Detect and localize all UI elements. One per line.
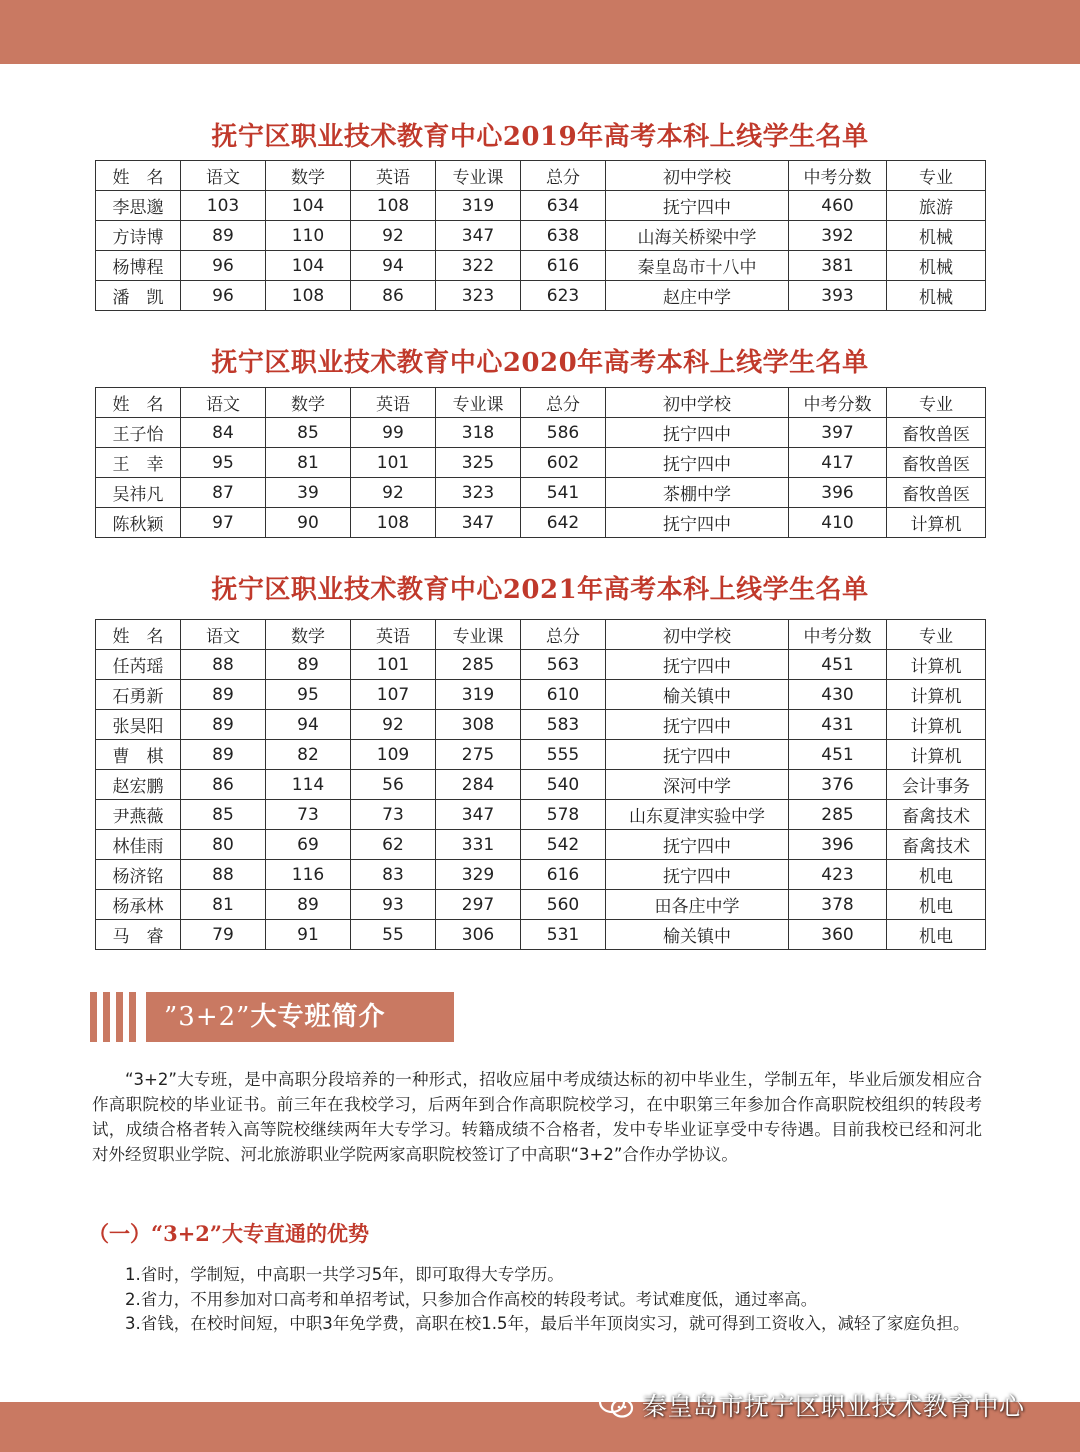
table-cell: 秦皇岛市十八中 (606, 251, 789, 281)
table-cell: 114 (266, 770, 351, 800)
table-cell: 642 (521, 508, 606, 538)
table-row (96, 680, 986, 710)
table-cell: 机械 (887, 221, 986, 251)
table-cell: 560 (521, 890, 606, 920)
table-cell: 抚宁四中 (606, 830, 789, 860)
table-cell: 397 (789, 418, 887, 448)
table-cell: 393 (789, 281, 887, 311)
banner-stripes (90, 992, 138, 1042)
table-cell: 机电 (887, 890, 986, 920)
table-cell: 抚宁四中 (606, 860, 789, 890)
column-header: 语文 (181, 620, 266, 650)
table-cell: 73 (351, 800, 436, 830)
table-cell: 90 (266, 508, 351, 538)
table-cell: 331 (436, 830, 521, 860)
table-cell: 81 (181, 890, 266, 920)
table-cell: 计算机 (887, 710, 986, 740)
table-cell: 109 (351, 740, 436, 770)
table-cell: 347 (436, 800, 521, 830)
table-cell: 92 (351, 710, 436, 740)
table-header-row (96, 620, 986, 650)
table-cell: 323 (436, 478, 521, 508)
table-cell: 460 (789, 191, 887, 221)
table-cell: 抚宁四中 (606, 650, 789, 680)
table-cell: 机械 (887, 251, 986, 281)
table-cell: 275 (436, 740, 521, 770)
advantage-item: 2.省力，不用参加对口高考和单招考试，只参加合作高校的转段考试。考试难度低，通过率高。 (125, 1289, 818, 1309)
table-cell: 73 (266, 800, 351, 830)
column-header: 专业课 (436, 161, 521, 191)
table-cell: 81 (266, 448, 351, 478)
table-row (96, 890, 986, 920)
table-cell: 103 (181, 191, 266, 221)
table-title-2019: 抚宁区职业技术教育中心2019年高考本科上线学生名单 (211, 122, 869, 152)
table-cell: 榆关镇中 (606, 920, 789, 950)
table-row (96, 418, 986, 448)
column-header: 初中学校 (606, 388, 789, 418)
table-cell: 319 (436, 191, 521, 221)
table-cell: 423 (789, 860, 887, 890)
column-header: 总分 (521, 388, 606, 418)
column-header: 数学 (266, 620, 351, 650)
table-cell: 39 (266, 478, 351, 508)
table-cell: 107 (351, 680, 436, 710)
table-cell: 85 (266, 418, 351, 448)
table-cell: 347 (436, 221, 521, 251)
table-cell: 94 (266, 710, 351, 740)
table-cell: 潘 凯 (96, 281, 181, 311)
table-cell: 319 (436, 680, 521, 710)
table-cell: 王 幸 (96, 448, 181, 478)
table-cell: 92 (351, 478, 436, 508)
table-cell: 会计事务 (887, 770, 986, 800)
table-cell: 赵宏鹏 (96, 770, 181, 800)
table-row (96, 191, 986, 221)
table-cell: 88 (181, 860, 266, 890)
table-cell: 杨博程 (96, 251, 181, 281)
table-cell: 方诗博 (96, 221, 181, 251)
table-cell: 99 (351, 418, 436, 448)
table-cell: 381 (789, 251, 887, 281)
banner-title-text: 大专班简介 (250, 1002, 386, 1032)
column-header: 中考分数 (789, 388, 887, 418)
table-cell: 616 (521, 251, 606, 281)
table-cell: 抚宁四中 (606, 740, 789, 770)
table-cell: 抚宁四中 (606, 418, 789, 448)
table-cell: 378 (789, 890, 887, 920)
table-cell: 畜牧兽医 (887, 418, 986, 448)
table-cell: 陈秋颖 (96, 508, 181, 538)
table-cell: 抚宁四中 (606, 191, 789, 221)
table-cell: 108 (266, 281, 351, 311)
table-cell: 583 (521, 710, 606, 740)
watermark-text: 秦皇岛市抚宁区职业技术教育中心 (642, 1392, 1025, 1421)
wechat-watermark (598, 1388, 1025, 1422)
table-cell: 431 (789, 710, 887, 740)
table-cell: 104 (266, 191, 351, 221)
table-cell: 396 (789, 830, 887, 860)
table-cell: 89 (181, 710, 266, 740)
table-cell: 87 (181, 478, 266, 508)
table-cell: 杨济铭 (96, 860, 181, 890)
table-cell: 深河中学 (606, 770, 789, 800)
table-cell: 322 (436, 251, 521, 281)
table-cell: 机电 (887, 860, 986, 890)
table-cell: 563 (521, 650, 606, 680)
table-cell: 308 (436, 710, 521, 740)
table-cell: 318 (436, 418, 521, 448)
table-cell: 108 (351, 191, 436, 221)
table-cell: 297 (436, 890, 521, 920)
table-cell: 104 (266, 251, 351, 281)
table-cell: 畜禽技术 (887, 800, 986, 830)
table-cell: 410 (789, 508, 887, 538)
table-cell: 畜禽技术 (887, 830, 986, 860)
table-cell: 97 (181, 508, 266, 538)
table-row (96, 710, 986, 740)
table-cell: 茶棚中学 (606, 478, 789, 508)
table-cell: 畜牧兽医 (887, 478, 986, 508)
table-row (96, 281, 986, 311)
table-header-row (96, 388, 986, 418)
table-cell: 101 (351, 650, 436, 680)
table-row (96, 830, 986, 860)
table-cell: 山海关桥梁中学 (606, 221, 789, 251)
column-header: 专业 (887, 161, 986, 191)
table-cell: 96 (181, 281, 266, 311)
table-cell: 抚宁四中 (606, 448, 789, 478)
table-cell: 89 (266, 890, 351, 920)
table-row (96, 478, 986, 508)
column-header: 总分 (521, 161, 606, 191)
table-cell: 曹 棋 (96, 740, 181, 770)
column-header: 中考分数 (789, 161, 887, 191)
table-cell: 108 (351, 508, 436, 538)
table-cell: 榆关镇中 (606, 680, 789, 710)
table-cell: 计算机 (887, 508, 986, 538)
table-cell: 430 (789, 680, 887, 710)
table-row (96, 650, 986, 680)
column-header: 总分 (521, 620, 606, 650)
table-cell: 89 (181, 221, 266, 251)
table-cell: 376 (789, 770, 887, 800)
intro-paragraph: “3+2”大专班，是中高职分段培养的一种形式，招收应届中考成绩达标的初中毕业生，学制五年，毕业后颁发相应合作高职院校的毕业证书。前三年在我校学习，后两年到合作高职院校学习，在中职第三年参加合作高职院校组织的转段考试，成绩合格者转入高等院校继续两年大专学习。转籍成绩不合格者，发中专毕业证享受中专待遇。目前我校已经和河北对外经贸职业学院、河北旅游职业学院两家高职院校签订了中高职“3+2”合作办学协议。 (92, 1070, 982, 1164)
table-cell: 杨承林 (96, 890, 181, 920)
table-cell: 610 (521, 680, 606, 710)
table-cell: 360 (789, 920, 887, 950)
table-cell: 旅游 (887, 191, 986, 221)
table-cell: 555 (521, 740, 606, 770)
table-cell: 396 (789, 478, 887, 508)
table-cell: 329 (436, 860, 521, 890)
table-cell: 96 (181, 251, 266, 281)
score-table-2019 (95, 160, 986, 311)
column-header: 专业 (887, 620, 986, 650)
table-row (96, 448, 986, 478)
table-cell: 392 (789, 221, 887, 251)
column-header: 中考分数 (789, 620, 887, 650)
table-cell: 347 (436, 508, 521, 538)
table-cell: 山东夏津实验中学 (606, 800, 789, 830)
table-cell: 88 (181, 650, 266, 680)
table-cell: 623 (521, 281, 606, 311)
table-cell: 451 (789, 650, 887, 680)
column-header: 语文 (181, 388, 266, 418)
table-row (96, 860, 986, 890)
table-cell: 110 (266, 221, 351, 251)
column-header: 语文 (181, 161, 266, 191)
table-cell: 89 (181, 740, 266, 770)
top-decorative-band (0, 0, 1080, 64)
advantage-item: 3.省钱，在校时间短，中职3年免学费，高职在校1.5年，最后半年顶岗实习，就可得到工资收入，减轻了家庭负担。 (125, 1314, 970, 1333)
column-header: 姓 名 (96, 620, 181, 650)
table-cell: 91 (266, 920, 351, 950)
table-cell: 石勇新 (96, 680, 181, 710)
column-header: 数学 (266, 161, 351, 191)
column-header: 初中学校 (606, 161, 789, 191)
column-header: 姓 名 (96, 388, 181, 418)
table-cell: 531 (521, 920, 606, 950)
table-cell: 80 (181, 830, 266, 860)
table-cell: 541 (521, 478, 606, 508)
column-header: 英语 (351, 161, 436, 191)
table-cell: 89 (181, 680, 266, 710)
banner-title (146, 992, 454, 1042)
table-cell: 634 (521, 191, 606, 221)
column-header: 专业课 (436, 620, 521, 650)
table-row (96, 508, 986, 538)
advantages-list (92, 1263, 982, 1337)
table-cell: 306 (436, 920, 521, 950)
table-cell: 机械 (887, 281, 986, 311)
table-cell: 95 (266, 680, 351, 710)
table-cell: 86 (181, 770, 266, 800)
table-cell: 93 (351, 890, 436, 920)
table-cell: 284 (436, 770, 521, 800)
table-cell: 602 (521, 448, 606, 478)
section-banner-3plus2 (90, 992, 460, 1042)
table-cell: 抚宁四中 (606, 508, 789, 538)
table-cell: 李思邈 (96, 191, 181, 221)
table-cell: 84 (181, 418, 266, 448)
advantages-heading: （一）“3+2”大专直通的优势 (88, 1221, 369, 1246)
table-cell: 83 (351, 860, 436, 890)
table-row (96, 800, 986, 830)
column-header: 专业 (887, 388, 986, 418)
table-cell: 285 (436, 650, 521, 680)
table-cell: 69 (266, 830, 351, 860)
table-cell: 计算机 (887, 740, 986, 770)
table-cell: 56 (351, 770, 436, 800)
table-cell: 325 (436, 448, 521, 478)
table-cell: 79 (181, 920, 266, 950)
table-cell: 抚宁四中 (606, 710, 789, 740)
table-cell: 451 (789, 740, 887, 770)
score-table-2021 (95, 619, 986, 950)
table-cell: 285 (789, 800, 887, 830)
table-cell: 323 (436, 281, 521, 311)
table-cell: 586 (521, 418, 606, 448)
table-cell: 机电 (887, 920, 986, 950)
table-cell: 吴祎凡 (96, 478, 181, 508)
table-cell: 计算机 (887, 680, 986, 710)
table-row (96, 770, 986, 800)
column-header: 初中学校 (606, 620, 789, 650)
table-cell: 尹燕薇 (96, 800, 181, 830)
table-cell: 62 (351, 830, 436, 860)
table-cell: 616 (521, 860, 606, 890)
table-cell: 89 (266, 650, 351, 680)
table-cell: 92 (351, 221, 436, 251)
table-cell: 94 (351, 251, 436, 281)
table-cell: 95 (181, 448, 266, 478)
table-cell: 116 (266, 860, 351, 890)
table-row (96, 251, 986, 281)
column-header: 英语 (351, 620, 436, 650)
table-cell: 638 (521, 221, 606, 251)
table-cell: 任芮瑶 (96, 650, 181, 680)
table-cell: 张昊阳 (96, 710, 181, 740)
table-title-2020: 抚宁区职业技术教育中心2020年高考本科上线学生名单 (211, 348, 869, 378)
table-cell: 82 (266, 740, 351, 770)
table-cell: 85 (181, 800, 266, 830)
table-cell: 计算机 (887, 650, 986, 680)
table-title-2021: 抚宁区职业技术教育中心2021年高考本科上线学生名单 (211, 575, 869, 605)
table-row (96, 740, 986, 770)
table-cell: 畜牧兽医 (887, 448, 986, 478)
table-row (96, 920, 986, 950)
table-cell: 578 (521, 800, 606, 830)
column-header: 专业课 (436, 388, 521, 418)
column-header: 英语 (351, 388, 436, 418)
table-cell: 王子怡 (96, 418, 181, 448)
score-table-2020 (95, 387, 986, 538)
table-cell: 林佳雨 (96, 830, 181, 860)
column-header: 姓 名 (96, 161, 181, 191)
table-row (96, 221, 986, 251)
wechat-icon (598, 1390, 634, 1420)
table-cell: 540 (521, 770, 606, 800)
column-header: 数学 (266, 388, 351, 418)
table-cell: 86 (351, 281, 436, 311)
table-cell: 田各庄中学 (606, 890, 789, 920)
advantage-item: 1.省时，学制短，中高职一共学习5年，即可取得大专学历。 (125, 1265, 564, 1284)
table-cell: 417 (789, 448, 887, 478)
table-cell: 101 (351, 448, 436, 478)
table-cell: 542 (521, 830, 606, 860)
table-cell: 赵庄中学 (606, 281, 789, 311)
table-cell: 55 (351, 920, 436, 950)
table-cell: 马 睿 (96, 920, 181, 950)
table-header-row (96, 161, 986, 191)
banner-title-quote: ”3+2” (164, 1002, 251, 1032)
